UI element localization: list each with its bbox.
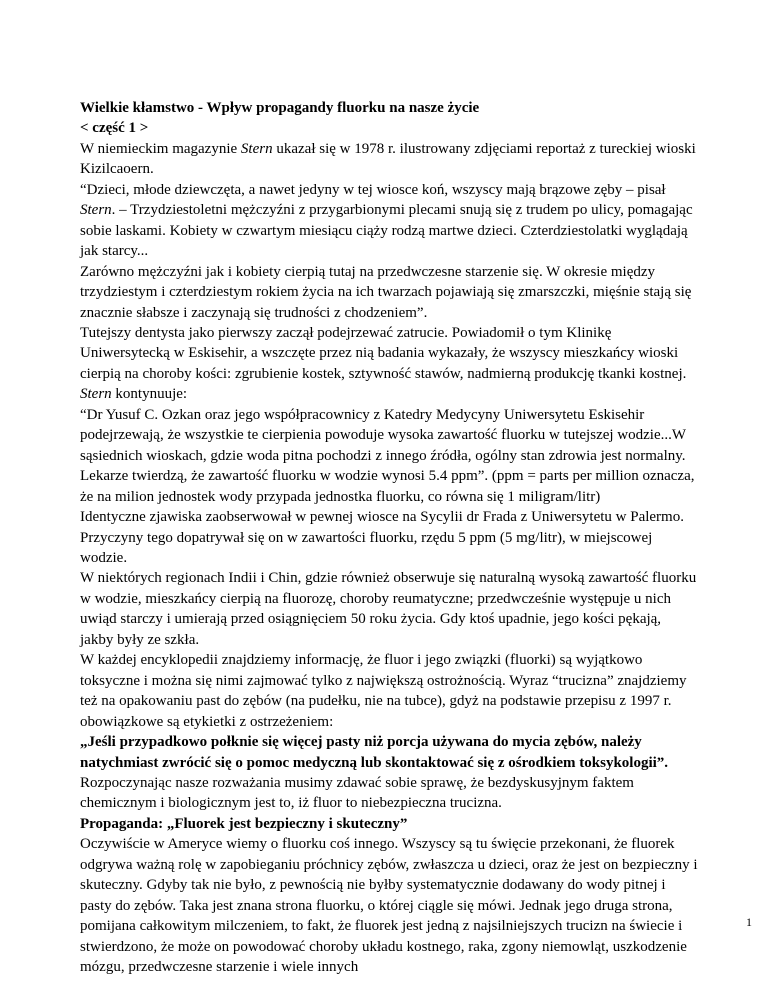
paragraph-2-text-b: . – Trzydziestoletni mężczyźni z przygarbionymi plecami snują się z trudem po ulicy, pomagając sobie laskami. Kobiety w czwartym miesiącu ciąży rodzą martwe dzieci. Czterdziestolatki wyglądają jak starcy... xyxy=(80,202,693,260)
paragraph-1-text-b: ukazał się w 1978 r. ilustrowany zdjęciami reportaż z tureckiej wioski Kizilcaoern. xyxy=(80,140,696,178)
paragraph-4-text-b: kontynuuje: xyxy=(111,386,188,403)
paragraph-9: Rozpoczynając nasze rozważania musimy zdawać sobie sprawę, że bezdyskusyjnym faktem chemicznym i biologicznym jest to, iż fluor to niebezpieczna trucizna. xyxy=(80,774,634,812)
warning-label-text: „Jeśli przypadkowo połknie się więcej pasty niż porcja używana do mycia zębów, należy natychmiast zwrócić się o pomoc medyczną lub skontaktować się z ośrodkiem toksykologii”. xyxy=(80,734,669,771)
paragraph-10: Oczywiście w Ameryce wiemy o fluorku coś innego. Wszyscy są tu święcie przekonani, że fluorek odgrywa ważną rolę w zapobieganiu próchnicy zębów, zwłaszcza u dzieci, oraz że jest on bezpieczny i skuteczny. Gdyby tak nie było, z pewnością nie byłby systematycznie dodawany do wody pitnej i pasty do zębów. Taka jest znana strona fluorku, o której ciągle się mówi. Jednak jego druga strona, pomijana całkowitym milczeniem, to fakt, że fluorek jest jedną z najsilniejszych trucizn na świecie i stwierdzono, że może on powodować choroby układu kostnego, raka, zgony niemowląt, uszkodzenie mózgu, przedwczesne starzenie i wiele innych xyxy=(80,836,698,976)
paragraph-1-text-a: W niemieckim magazynie xyxy=(80,140,241,157)
paragraph-2-text-a: “Dzieci, młode dziewczęta, a nawet jedyny w tej wiosce koń, wszyscy mają brązowe zęby – pisał xyxy=(80,181,666,198)
paragraph-1 xyxy=(80,139,698,180)
section-heading: Propaganda: „Fluorek jest bezpieczny i skuteczny” xyxy=(80,815,408,832)
paragraph-4 xyxy=(80,323,698,405)
document-title: Wielkie kłamstwo - Wpływ propagandy fluorku na nasze życie xyxy=(80,100,480,116)
magazine-name: Stern xyxy=(80,386,112,403)
magazine-name: Stern xyxy=(80,202,112,219)
paragraph-2 xyxy=(80,180,698,262)
paragraph-5: “Dr Yusuf C. Ozkan oraz jego współpracownicy z Katedry Medycyny Uniwersytetu Eskisehir podejrzewają, że wszystkie te cierpienia powoduje wysoka zawartość fluorku w tutejszej wodzie...W sąsiednich wioskach, gdzie woda pitna pochodzi z innego źródła, ogólny stan zdrowia jest normalny. Lekarze twierdzą, że zawartość fluorku w wodzie wynosi 5.4 ppm”. (ppm = parts per million oznacza, że na milion jednostek wody przypada jednostka fluorku, co równa się 1 miligram/litr) xyxy=(80,406,695,505)
magazine-name: Stern xyxy=(240,140,273,157)
paragraph-7: W niektórych regionach Indii i Chin, gdzie również obserwuje się naturalną wysoką zawartość fluorku w wodzie, mieszkańcy cierpią na fluorozę, choroby reumatyczne; przedwcześnie występuje u nich uwiąd starczy i umierają przed osiągnięciem 50 roku życia. Gdy ktoś upadnie, jego kości pękają, jakby były ze szkła. xyxy=(80,570,697,648)
paragraph-6: Identyczne zjawiska zaobserwował w pewnej wiosce na Sycylii dr Frada z Uniwersytetu w Palermo. Przyczyny tego dopatrywał się on w zawartości fluorku, rzędu 5 ppm (5 mg/litr), w miejscowej wodzie. xyxy=(80,509,684,566)
page-number: 1 xyxy=(746,915,752,929)
paragraph-3: Zarówno mężczyźni jak i kobiety cierpią tutaj na przedwczesne starzenie się. W okresie między trzydziestym i czterdziestym rokiem życia na ich twarzach pojawiają się zmarszczki, mięśnie stają się znacznie słabsze i zaczynają się trudności z chodzeniem”. xyxy=(80,263,692,321)
paragraph-8: W każdej encyklopedii znajdziemy informację, że fluor i jego związki (fluorki) są wyjątkowo toksyczne i można się nimi zajmować tylko z największą ostrożnością. Wyraz “trucizna” znajdziemy też na opakowaniu past do zębów (na pudełku, nie na tubce), gdyż na podstawie przepisu z 1997 r. obowiązkowe są etykietki z ostrzeżeniem: xyxy=(80,652,687,730)
document-page xyxy=(80,98,698,977)
paragraph-4-text-a: Tutejszy dentysta jako pierwszy zaczął podejrzewać zatrucie. Powiadomił o tym Klinikę Uniwersytecką w Eskisehir, a wszczęte przez nią badania wykazały, że wszyscy mieszkańcy wioski cierpią na choroby kości: zgrubienie kostek, sztywność stawów, nadmierną produkcję tkanki kostnej. xyxy=(80,324,687,382)
part-label: < część 1 > xyxy=(80,120,149,137)
